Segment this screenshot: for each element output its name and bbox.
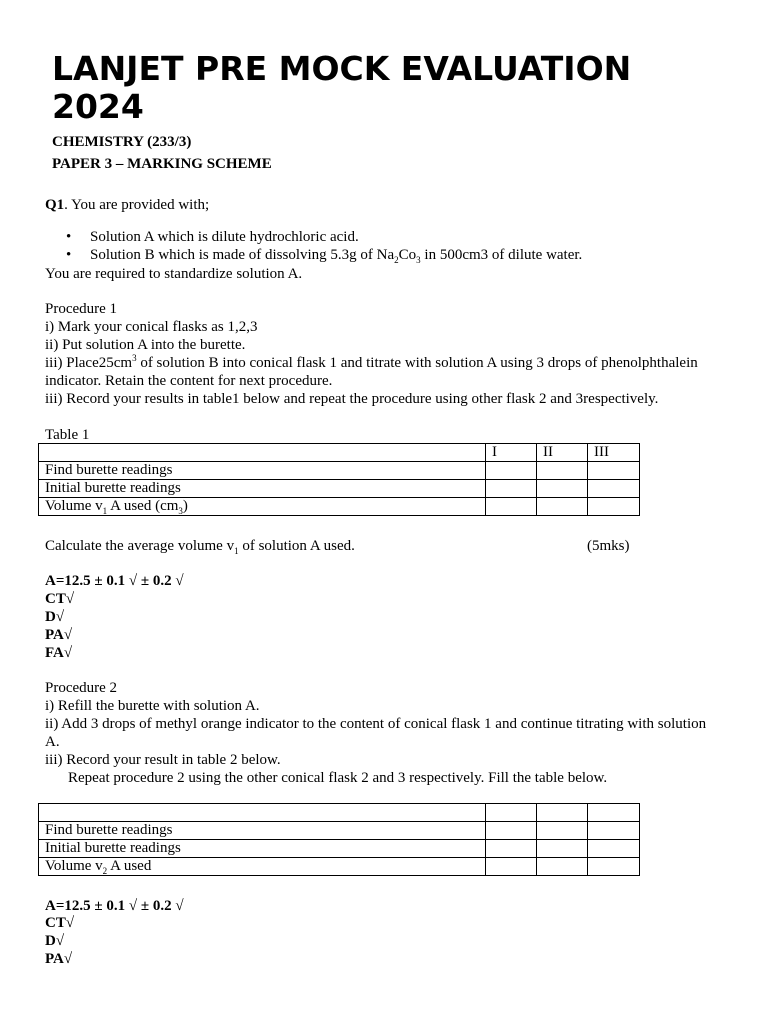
table-row [39,462,640,480]
answer-line: A=12.5 ± 0.1 √ ± 0.2 √ [45,573,184,589]
table-header-cell [537,804,588,822]
table-cell [486,840,537,858]
text: in 500cm3 of dilute water. [420,247,583,263]
answer-pa: PA√ [45,627,73,643]
table-cell [588,498,640,516]
subscript: 1 [234,546,239,556]
table-header-cell [486,804,537,822]
subscript: 1 [102,506,108,516]
bullet-icon: • [66,247,72,263]
table-header-cell: II [537,444,588,462]
text: Solution B which is made of dissolving 5.3g of Na [90,247,395,263]
procedure2-step: Repeat procedure 2 using the other conical flask 2 and 3 respectively. Fill the table below. [68,770,608,786]
superscript: 3 [132,353,137,363]
row-label [39,858,486,876]
procedure1-step: i) Mark your conical flasks as 1,2,3 [45,319,258,335]
answer-line: A=12.5 ± 0.1 √ ± 0.2 √ [45,898,184,914]
table2 [38,803,640,876]
table-row [39,444,640,462]
bullet-icon: • [66,229,72,245]
bullet-solution-a: Solution A which is dilute hydrochloric acid. [90,229,359,245]
table-cell [588,858,640,876]
row-label: Initial burette readings [39,840,486,858]
table-row [39,840,640,858]
q1-label: Q1 [45,197,65,213]
procedure2-step-cont: A. [45,734,60,750]
table-header-cell: III [588,444,640,462]
table1-caption: Table 1 [45,427,90,443]
procedure1-step: ii) Put solution A into the burette. [45,337,246,353]
text: A used [107,858,152,874]
table-cell [537,462,588,480]
table-row [39,498,640,516]
table-cell [486,822,537,840]
procedure1-step [45,354,698,372]
answer-pa: PA√ [45,951,73,967]
bullet-solution-b [90,247,582,264]
table-cell [486,462,537,480]
procedure2-step: i) Refill the burette with solution A. [45,698,260,714]
table-header-cell [39,804,486,822]
table-cell [588,840,640,858]
table-row [39,804,640,822]
text: Volume v [45,498,103,514]
text: of solution B into conical flask 1 and titrate with solution A using 3 drops of phenolphthalein [136,355,698,371]
procedure2-heading: Procedure 2 [45,680,118,696]
row-label: Initial burette readings [39,480,486,498]
procedure1-step-cont: indicator. Retain the content for next procedure. [45,373,333,389]
table-row [39,858,640,876]
table-cell [537,498,588,516]
subject-line: CHEMISTRY (233/3) [52,134,192,150]
procedure1-step: iii) Record your results in table1 below and repeat the procedure using other flask 2 and 3respectively. [45,391,659,407]
table-header-cell: I [486,444,537,462]
answer-ct: CT√ [45,591,75,607]
answer-d: D√ [45,609,65,625]
table-cell [486,858,537,876]
answer-d: D√ [45,933,65,949]
text: ) [182,498,188,514]
text: Calculate the average volume v [45,538,235,554]
page-title: LANJET PRE MOCK EVALUATION 2024 [52,49,632,126]
table-cell [537,822,588,840]
text: Co [398,247,417,263]
answer-fa: FA√ [45,645,73,661]
subscript: 3 [178,506,183,516]
row-label [39,498,486,516]
table-cell [588,480,640,498]
text: of solution A used. [238,538,355,554]
task-line: You are required to standardize solution A. [45,266,303,282]
text: A used (cm [107,498,179,514]
q1-intro [45,196,209,214]
table-cell [486,498,537,516]
paper-line: PAPER 3 – MARKING SCHEME [52,156,272,172]
procedure1-heading: Procedure 1 [45,301,118,317]
table-cell [588,462,640,480]
row-label: Find burette readings [39,462,486,480]
table-header-cell [39,444,486,462]
table-row [39,480,640,498]
answer-ct: CT√ [45,915,75,931]
marks-label: (5mks) [587,538,630,554]
table-header-cell [588,804,640,822]
q1-intro-text: . You are provided with; [64,197,210,213]
calc-line [45,537,355,555]
table-cell [537,480,588,498]
procedure2-step: ii) Add 3 drops of methyl orange indicator to the content of conical flask 1 and continue titrating with solution [45,716,707,732]
table-cell [537,858,588,876]
subscript: 2 [102,866,108,876]
table-cell [537,840,588,858]
table1 [38,443,640,516]
row-label: Find burette readings [39,822,486,840]
table-cell [588,822,640,840]
table-cell [486,480,537,498]
subscript: 3 [416,255,421,265]
text: Volume v [45,858,103,874]
subscript: 2 [394,255,399,265]
procedure2-step: iii) Record your result in table 2 below. [45,752,281,768]
text: iii) Place25cm [45,355,133,371]
table-row [39,822,640,840]
